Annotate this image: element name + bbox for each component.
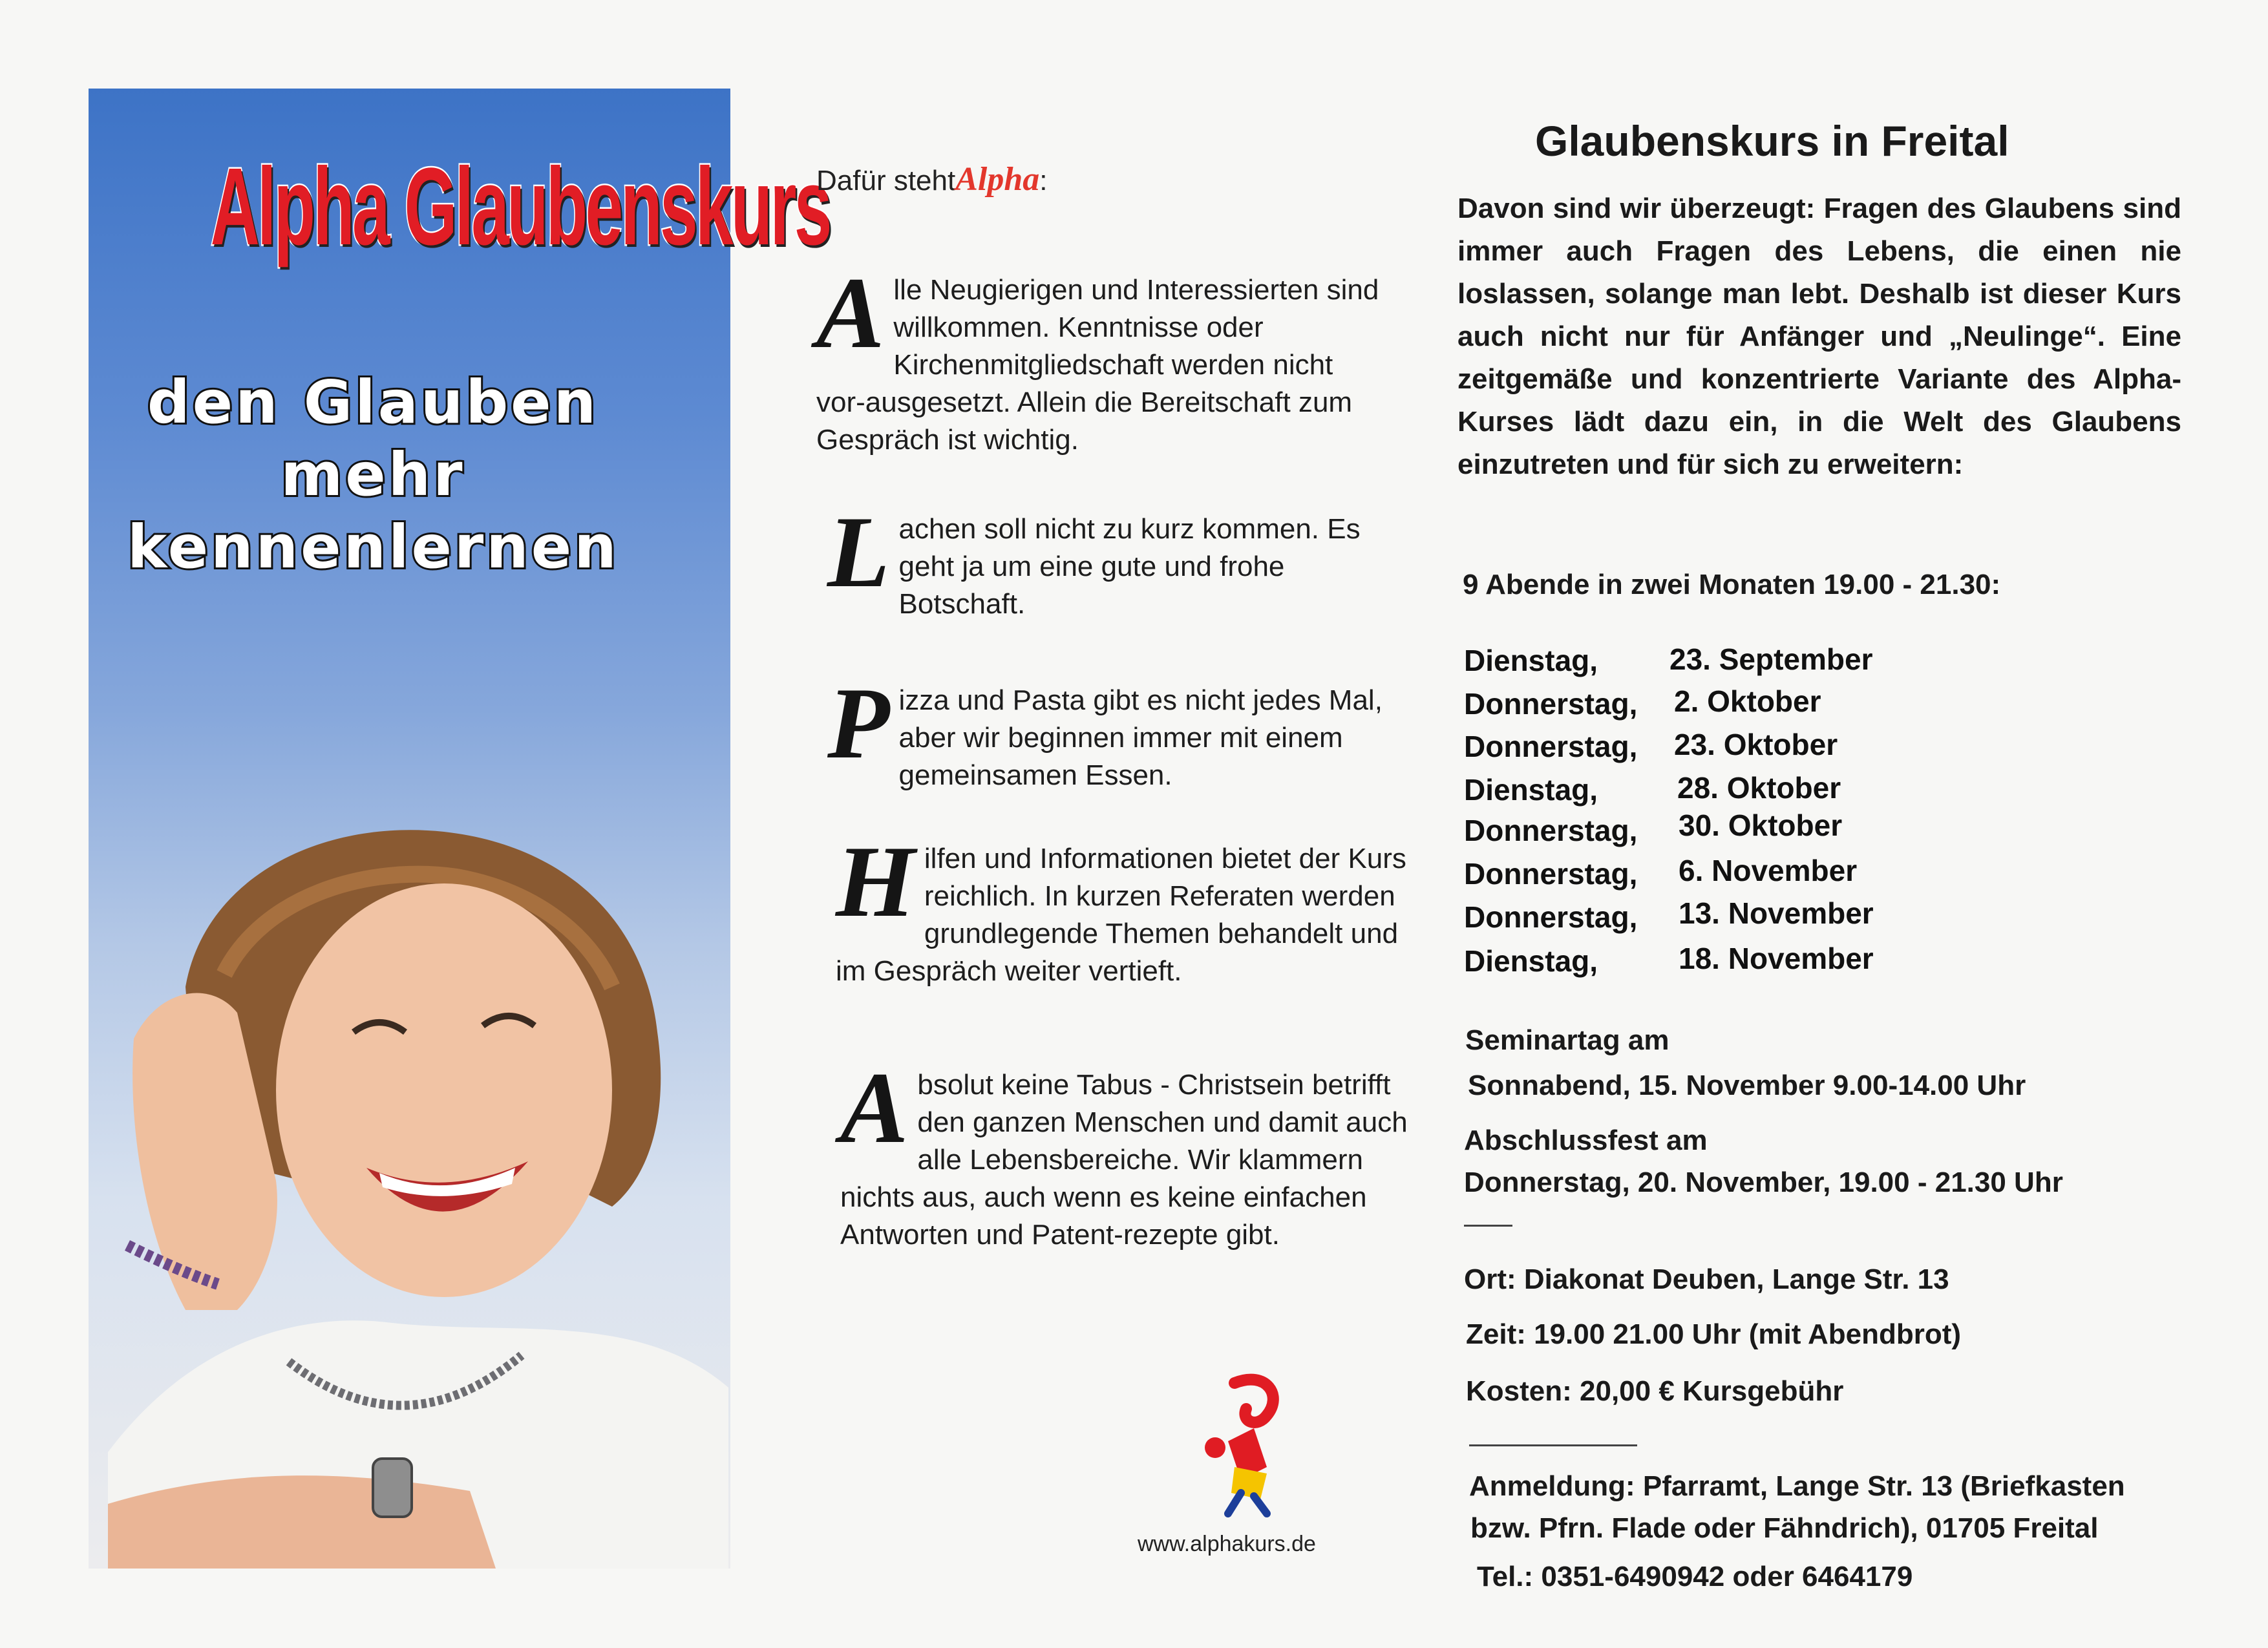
schedule-date: 23. September [1669,642,1873,676]
intro-line [816,160,1048,198]
paragraph-text: ilfen und Informationen bietet der Kurs reichlich. In kurzen Referaten werden grundlegende Themen behandelt und im Gespräch weiter vertieft. [836,843,1406,987]
alpha-word: Alpha [955,161,1040,198]
schedule-date: 30. Oktober [1679,808,1843,842]
schedule-day: Dienstag, [1464,644,1598,677]
cover-subtitle [127,366,619,584]
evenings-heading: 9 Abende in zwei Monaten 19.00 - 21.30: [1463,569,2001,600]
paragraph-a [816,257,1385,459]
schedule-date: 6. November [1679,854,1858,887]
middle-panel [792,97,1451,1577]
schedule-date: 18. November [1679,942,1874,975]
cover-subtitle-line: kennenlernen [127,512,619,582]
website-url: www.alphakurs.de [1138,1532,1316,1556]
cover-subtitle-line: den Glauben [147,368,599,437]
paragraph-text: achen soll nicht zu kurz kommen. Es geht ja um eine gute und frohe Botschaft. [898,513,1361,620]
schedule-day: Donnerstag, [1464,687,1638,721]
paragraph-l [827,496,1383,623]
course-intro: Davon sind wir überzeugt: Fragen des Glaubens sind immer auch Fragen des Lebens, die einen nie loslassen, solange man lebt. Deshalb ist dieser Kurs auch nicht nur für Anfänger und „Neulinge“. Eine zeitgemäße und konzentrierte Variante des Alpha-Kurses lädt dazu ein, in die Welt des Glaubens einzutreten und für sich zu erweitern: [1457,193,2181,480]
cover-panel [89,89,830,1569]
schedule-day: Donnerstag, [1464,900,1638,934]
schedule-day: Donnerstag, [1464,814,1638,847]
paragraph-text: bsolut keine Tabus - Christsein betrifft den ganzen Menschen und damit auch alle Lebensbereiche. Wir klammern nichts aus, auch wenn es keine einfachen Antworten und Patent-rezepte gibt. [840,1069,1408,1251]
schedule-day: Dienstag, [1464,773,1598,807]
registration-line-2: bzw. Pfrn. Flade oder Fähndrich), 01705 Freital [1470,1512,2099,1544]
smiling-woman-photo [108,819,728,1569]
seminar-date: Sonnabend, 15. November 9.00-14.00 Uhr [1468,1070,2026,1101]
schedule-date: 13. November [1679,896,1874,930]
final-date: Donnerstag, 20. November, 19.00 - 21.30 Uhr [1464,1167,2063,1198]
intro-text: Dafür steht [816,165,956,196]
registration-line-1: Anmeldung: Pfarramt, Lange Str. 13 (Briefkasten [1469,1470,2125,1502]
dropcap-letter: P [827,667,890,780]
location: Ort: Diakonat Deuben, Lange Str. 13 [1464,1263,1949,1295]
dropcap-letter: A [816,257,885,370]
paragraph-text: lle Neugierigen und Interessierten sind willkommen. Kenntnisse oder Kirchenmitgliedschaft werden nicht vor-ausgesetzt. Allein die Bereitschaft zum Gespräch ist wichtig. [816,274,1379,456]
divider [1464,1225,1512,1227]
phone: Tel.: 0351-6490942 oder 6464179 [1477,1561,1913,1592]
schedule-day: Dienstag, [1464,944,1598,978]
right-panel [1445,90,2194,1596]
schedule-date: 28. Oktober [1677,771,1841,805]
dropcap-letter: L [827,496,890,609]
schedule-day: Donnerstag, [1464,857,1638,891]
final-label: Abschlussfest am [1464,1125,1708,1156]
schedule-day: Donnerstag, [1464,730,1638,763]
cover-title: Alpha Glaubenskurs [210,145,830,268]
paragraph-text: izza und Pasta gibt es nicht jedes Mal, aber wir beginnen immer mit einem gemeinsamen Essen. [898,684,1383,791]
cover-subtitle-line: mehr [281,440,465,509]
seminar-label: Seminartag am [1465,1024,1669,1056]
dropcap-letter: A [840,1051,909,1165]
time: Zeit: 19.00 21.00 Uhr (mit Abendbrot) [1466,1318,1962,1350]
paragraph-h [836,825,1417,990]
cost: Kosten: 20,00 € Kursgebühr [1466,1375,1844,1407]
paragraph-a2 [840,1051,1409,1254]
divider [1469,1444,1637,1446]
schedule-date: 23. Oktober [1674,728,1838,761]
dropcap-letter: H [836,825,915,938]
intro-colon: : [1039,165,1048,196]
course-title: Glaubenskurs in Freital [1535,117,2009,165]
schedule-date: 2. Oktober [1674,684,1821,718]
paragraph-p [827,667,1383,794]
alpha-mascot-logo [1170,1370,1299,1519]
